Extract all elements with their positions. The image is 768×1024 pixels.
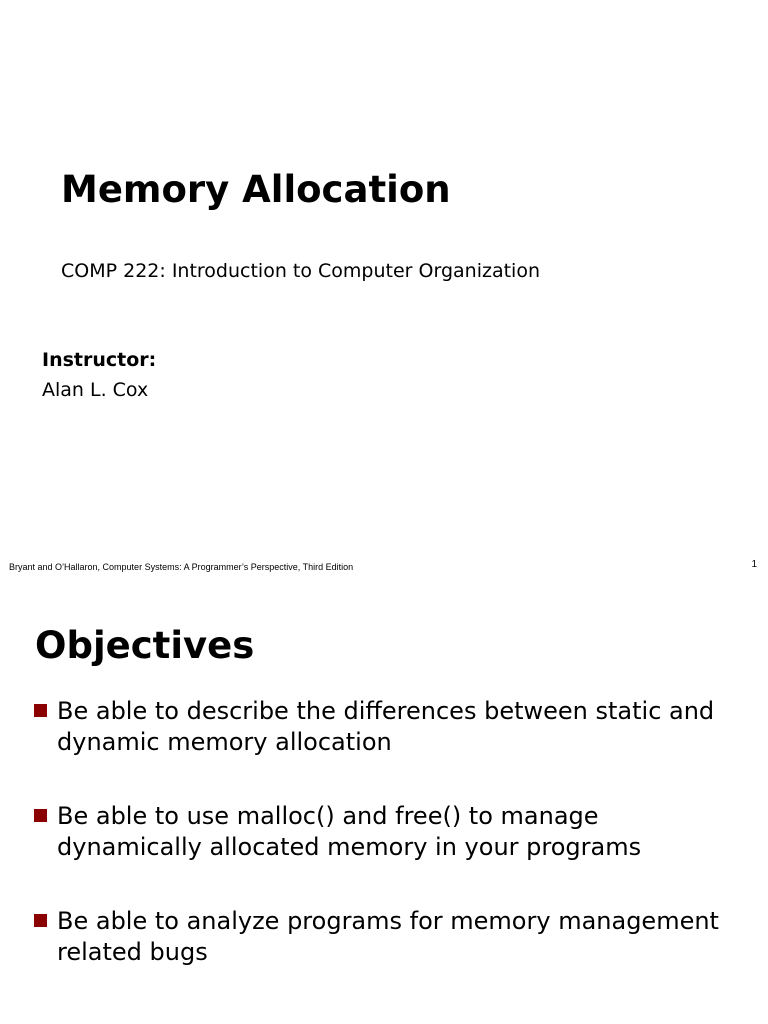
bullet-text: Be able to analyze programs for memory management related bugs xyxy=(57,907,719,966)
objectives-slide xyxy=(0,578,768,1024)
page-number: 1 xyxy=(751,559,757,570)
objectives-title: Objectives xyxy=(35,624,255,667)
slide-footer-citation: Bryant and O’Hallaron, Computer Systems: A Programmer’s Perspective, Third Edition xyxy=(9,562,354,572)
square-bullet-icon xyxy=(34,704,47,717)
square-bullet-icon xyxy=(34,809,47,822)
bullet-text: Be able to use malloc() and free() to manage dynamically allocated memory in your programs xyxy=(57,802,642,861)
list-item xyxy=(0,696,768,758)
objectives-list xyxy=(0,696,768,1011)
course-subtitle: COMP 222: Introduction to Computer Organization xyxy=(61,260,540,282)
square-bullet-icon xyxy=(34,914,47,927)
list-item xyxy=(0,906,768,968)
slide-title: Memory Allocation xyxy=(61,168,451,211)
instructor-label: Instructor: xyxy=(42,349,157,371)
instructor-name: Alan L. Cox xyxy=(42,379,149,401)
list-item xyxy=(0,801,768,863)
bullet-text: Be able to describe the differences between static and dynamic memory allocation xyxy=(57,697,715,756)
